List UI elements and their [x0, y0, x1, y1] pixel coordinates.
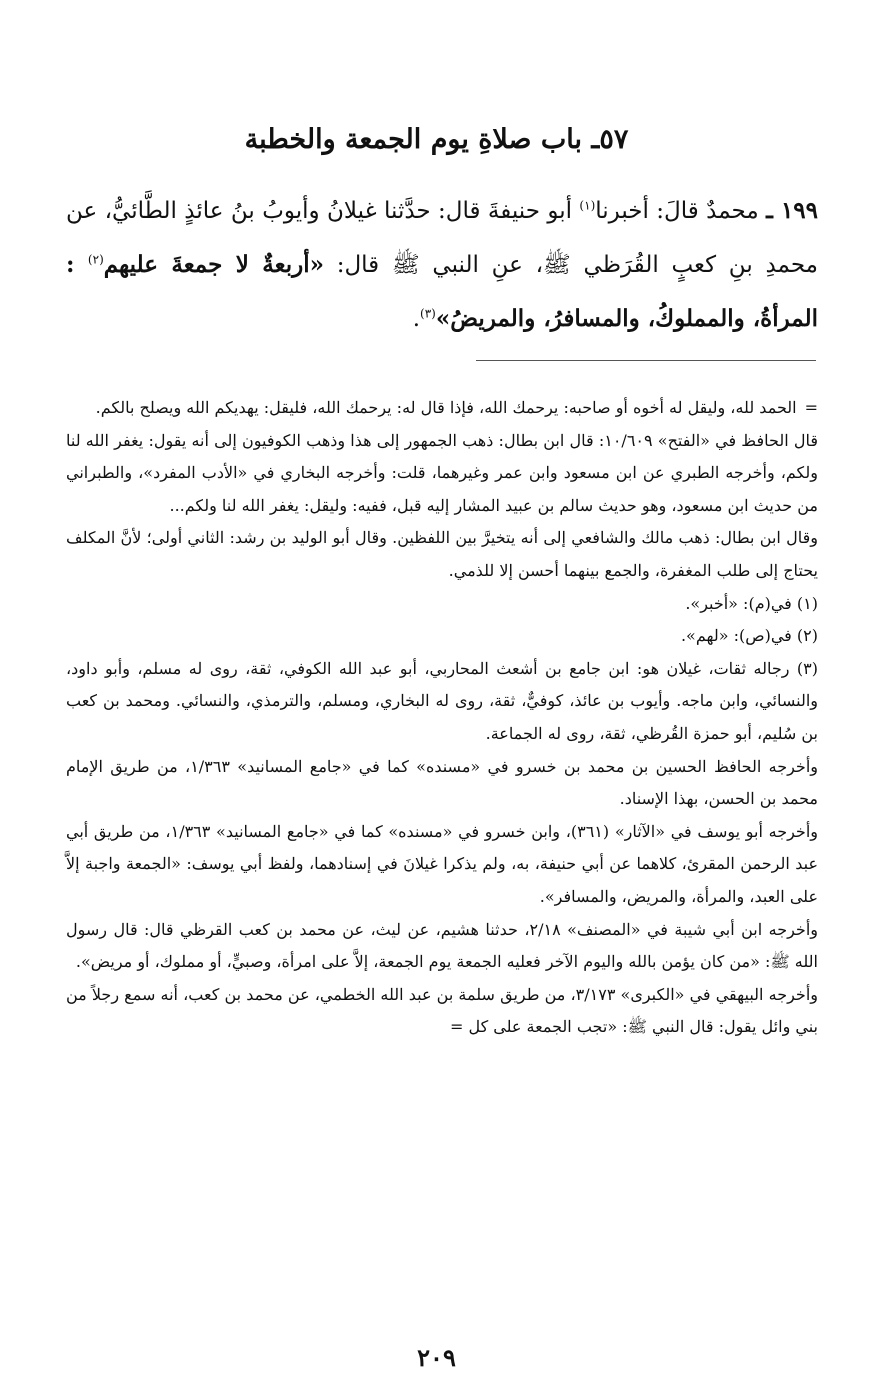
- footnote-2: (٢) في(ص): «لهم».: [680, 626, 818, 646]
- hadith-end: .: [412, 306, 421, 332]
- footnote-3-paragraph-3: وأخرجه أبو يوسف في «الآثار» (٣٦١)، وابن خسرو في «مسنده» كما في «جامع المسانيد» ١/٣٦٣، من طريق أبي عبد الرحمن المقرئ، كلاهما عن أبي حنيفة، به، ولم يذكرا غيلانَ في إسنادهما، ولفظ أبي يوسف: «الجمعة واجبة إلاَّ على العبد، والمرأة، والمريض، والمسافر».: [66, 821, 819, 906]
- footnote-separator: [476, 360, 816, 361]
- chapter-title: ٥٧ـ باب صلاةِ يوم الجمعة والخطبة: [244, 124, 629, 155]
- footnote-3-paragraph-4: وأخرجه ابن أبي شيبة في «المصنف» ٢/١٨، حدثنا هشيم، عن ليث، عن محمد بن كعب القرظي قال: قال رسول الله ﷺ: «من كان يؤمن بالله واليوم الآخر فعليه الجمعة يوم الجمعة، إلاَّ على امرأة، وصبيٍّ، أو مملوك، أو مريض».: [66, 919, 818, 972]
- page-number: ٢٠٩: [417, 1343, 456, 1372]
- prophetic-saying-part1: «أربعةٌ لا جمعةَ عليهم: [103, 251, 324, 278]
- footnote-1: (١) في(م): «أخبر».: [685, 593, 818, 613]
- footnote-ref-1[interactable]: (١): [579, 198, 596, 213]
- footnote-ref-2[interactable]: (٢): [87, 252, 104, 267]
- footnote-3-paragraph-5: وأخرجه البيهقي في «الكبرى» ٣/١٧٣، من طريق سلمة بن عبد الله الخطمي، عن محمد بن كعب، أنه سمع رجلاً من بني وائل يقول: قال النبي ﷺ: «تجب الجمعة على كل =: [66, 984, 818, 1037]
- hadith-number: ١٩٩ ـ: [766, 197, 818, 224]
- continuation-mark: =: [804, 398, 818, 417]
- footnote-continuation-2: قال الحافظ في «الفتح» ١٠/٦٠٩: قال ابن بطال: ذهب الجمهور إلى هذا وذهب الكوفيون إلى أنه يقول: يغفر الله لنا ولكم، وأخرجه الطبري عن ابن مسعود وابن عمر وغيرهما، قلت: وأخرجه البخاري في «الأدب المفرد»، والطبراني من حديث ابن مسعود، وهو حديث سالم بن عبيد المشار إليه قبل، ففيه: وليقل: يغفر الله لنا ولكم...: [66, 430, 819, 515]
- footnote-3-paragraph-2: وأخرجه الحافظ الحسين بن محمد بن خسرو في «مسنده» كما في «جامع المسانيد» ١/٣٦٣، من طريق الإمام محمد بن الحسن، بهذا الإسناد.: [66, 756, 818, 809]
- prophetic-saying-part2: : المرأةُ، والمملوكُ، والمسافرُ، والمريضُ»: [66, 251, 818, 332]
- footnote-3: (٣) رجاله ثقات، غيلان هو: ابن جامع بن أشعث المحاربي، أبو عبد الله الكوفي، ثقة، روى له مسلم، وأبو داود، والنسائي، وابن ماجه. وأيوب بن عائذ، كوفيٌّ، ثقة، روى له البخاري، ومسلم، والترمذي، والنسائي. ومحمد بن كعب بن سُليم، أبو حمزة القُرظي، ثقة، روى له الجماعة.: [66, 658, 819, 743]
- hadith-text: [66, 184, 818, 346]
- footnotes: [66, 392, 818, 1044]
- hadith-text-part2: أبو حنيفةَ قال: حدَّثنا غيلانُ وأيوبُ بنُ عائذٍ الطَّائيُّ، عن محمدِ بنِ كعبٍ القُرَظي ﷺ، عنِ النبي ﷺ قال:: [66, 198, 818, 278]
- footnote-continuation-1: =الحمد لله، وليقل له أخوه أو صاحبه: يرحمك الله، فإذا قال له: يرحمك الله، فليقل: يهديكم الله ويصلح بالكم.: [95, 398, 818, 417]
- hadith-text-part1: محمدٌ قالَ: أخبرنا: [595, 198, 767, 224]
- footnote-ref-3[interactable]: (٣): [420, 306, 436, 321]
- footnote-continuation-3: وقال ابن بطال: ذهب مالك والشافعي إلى أنه يتخيرَّ بين اللفظين. وقال أبو الوليد بن رشد: الثاني أولى؛ لأنَّ المكلف يحتاج إلى طلب المغفرة، والجمع بينهما أحسن إلا للذمي.: [66, 528, 818, 580]
